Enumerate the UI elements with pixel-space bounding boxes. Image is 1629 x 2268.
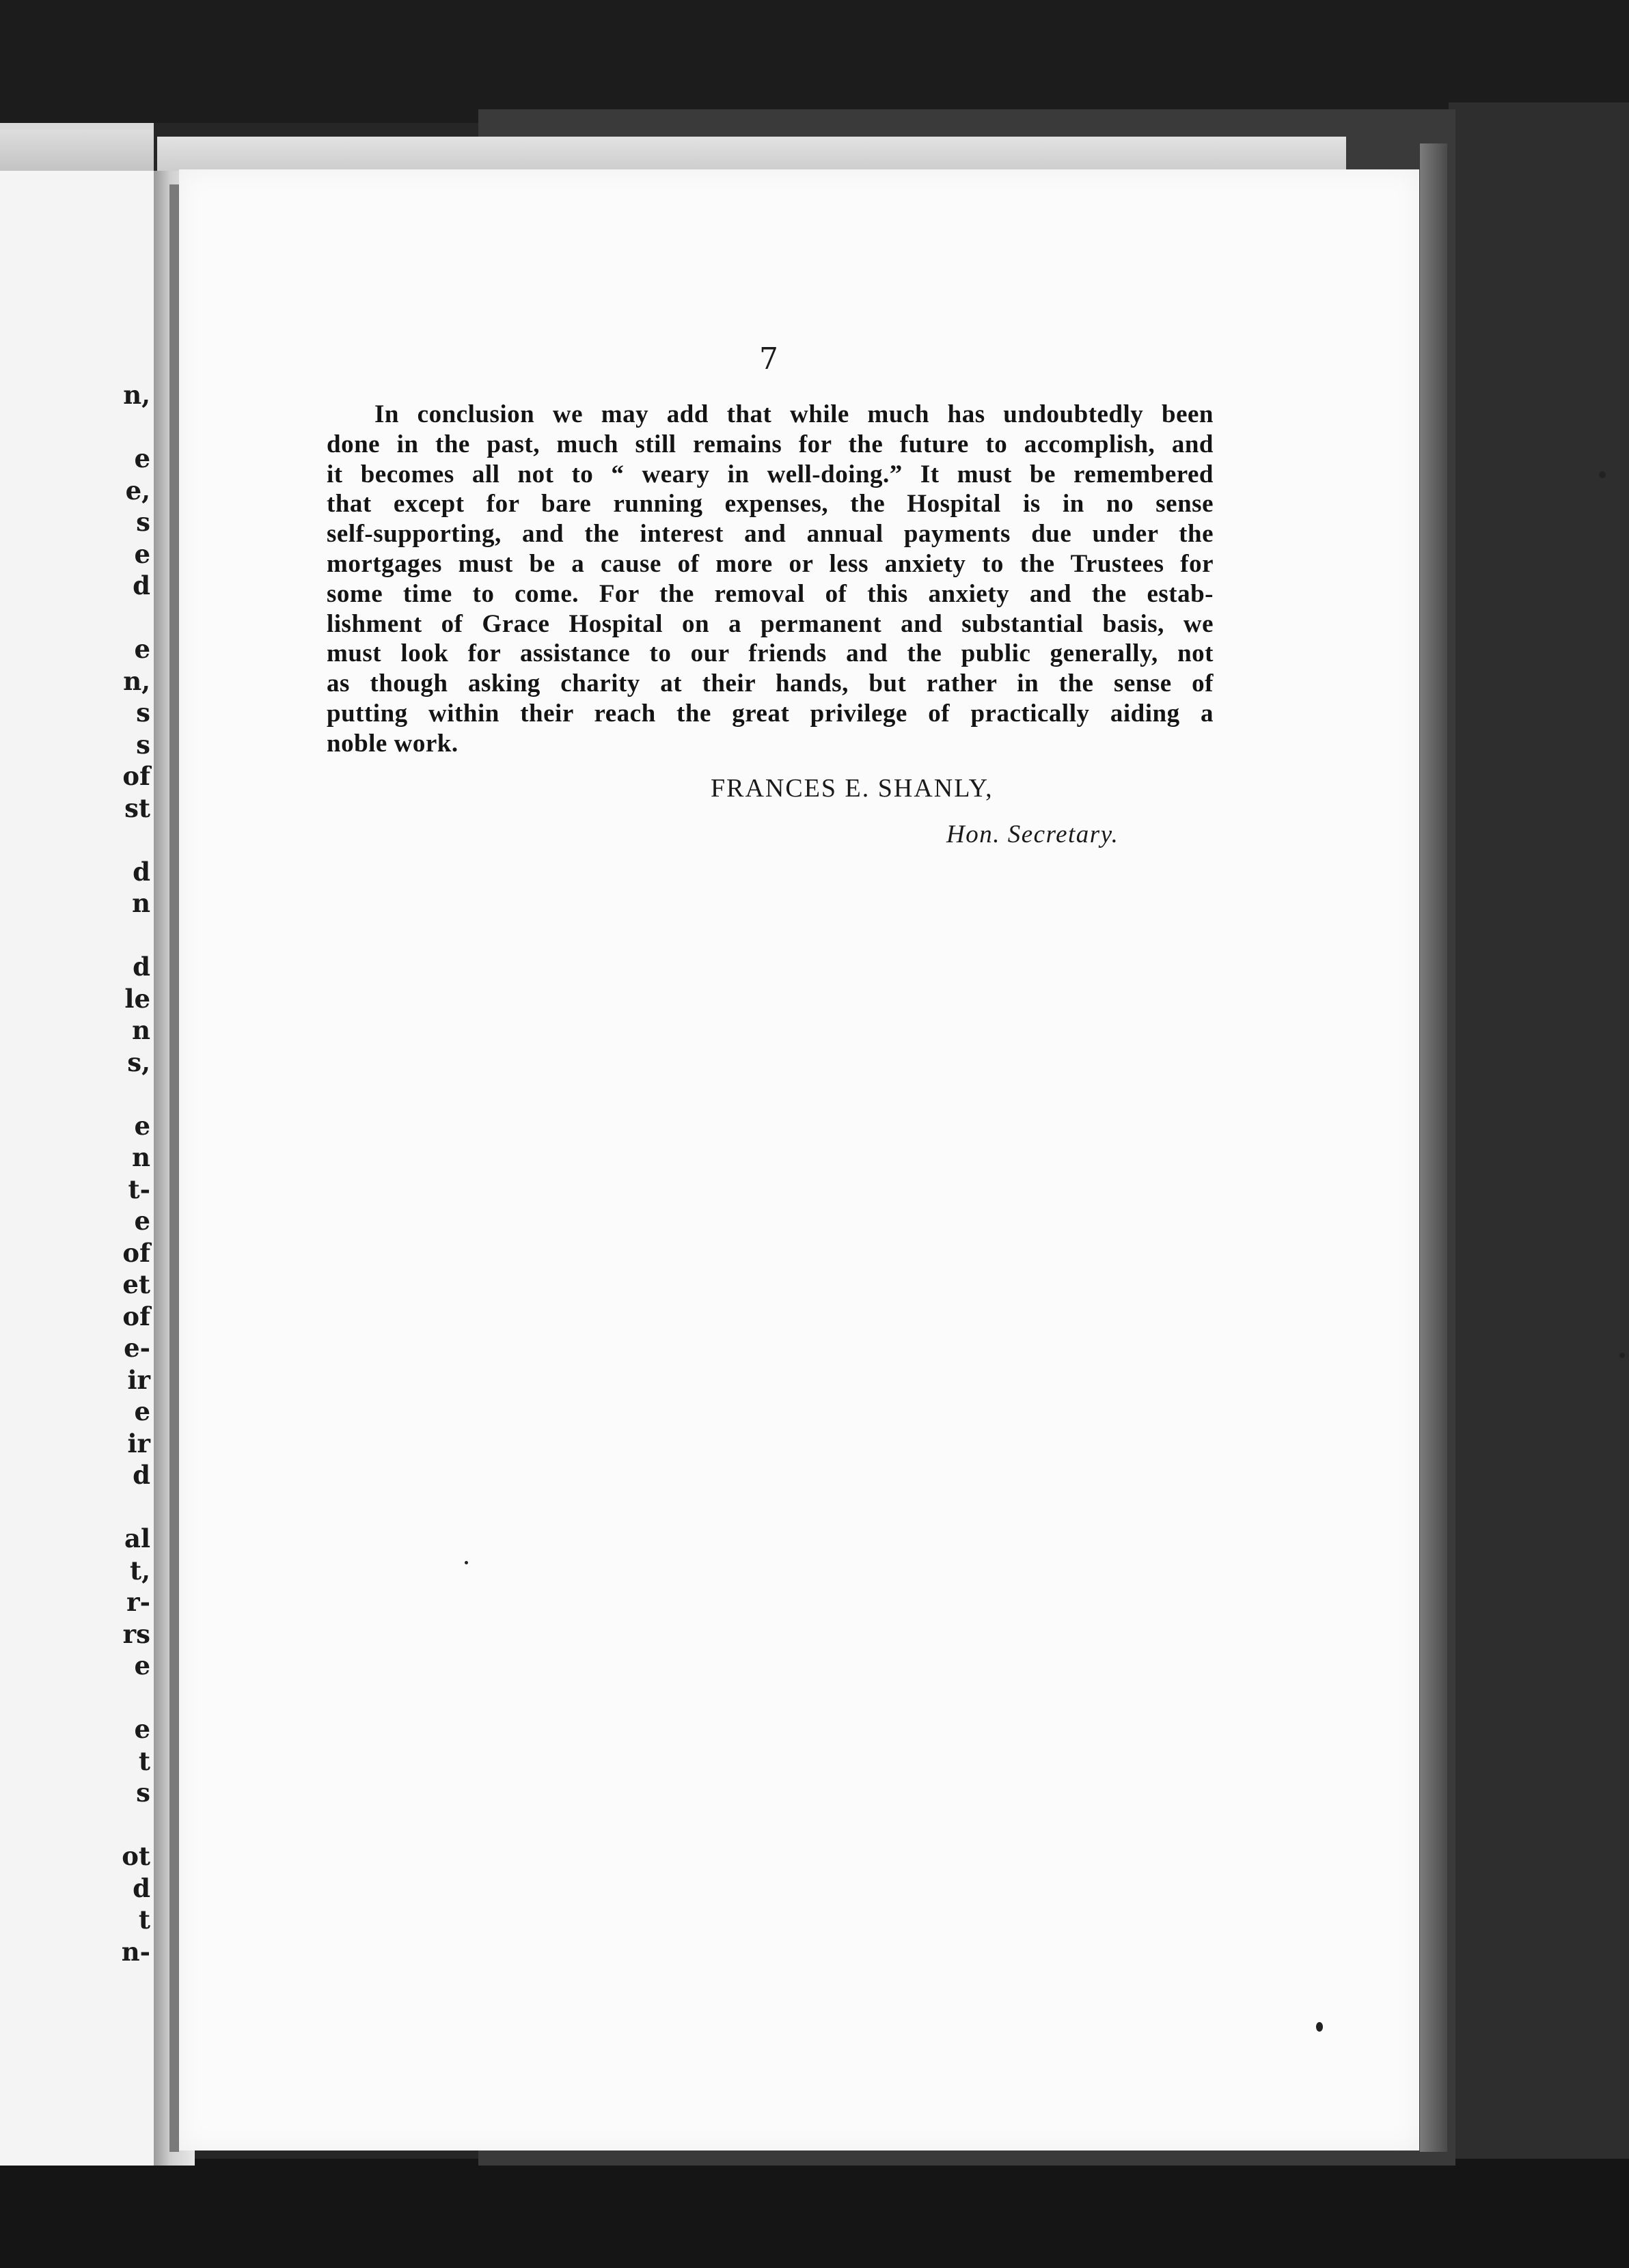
- left-page-fragment: ir: [127, 1428, 150, 1458]
- paragraph-line: must look for assistance to our friends and the public generally, not: [327, 639, 1214, 668]
- left-page-fragment: s: [136, 1778, 150, 1808]
- gutter-shadow-line: [169, 184, 179, 2152]
- signature-name: FRANCES E. SHANLY,: [711, 774, 994, 803]
- left-page-fragment: e,: [125, 475, 150, 506]
- left-page-fragment: n-: [121, 1936, 150, 1967]
- left-page-fragment: st: [124, 792, 150, 823]
- left-page-fragment: of: [122, 1301, 150, 1331]
- left-page-fragment: e: [134, 1396, 150, 1426]
- left-page-fragment: t,: [130, 1555, 150, 1586]
- signature-title: Hon. Secretary.: [946, 820, 1119, 848]
- paragraph-line: as though asking charity at their hands, but rather in the sense of: [327, 669, 1214, 698]
- left-page-fragment: d: [133, 952, 150, 982]
- left-page-fragment: s: [136, 729, 150, 760]
- left-page-fragment: ot: [122, 1841, 150, 1871]
- left-page-fragment: e: [134, 443, 150, 473]
- left-page-fragment: e: [134, 1206, 150, 1236]
- paragraph-line: lishment of Grace Hospital on a permanent and substantial basis, we: [327, 609, 1214, 638]
- left-page-fragment: s,: [127, 1047, 150, 1077]
- closing-paragraph: [327, 400, 1214, 759]
- left-page-fragment: t: [138, 1745, 150, 1776]
- scan-top-shadow: [0, 0, 1629, 123]
- scan-speck: [465, 1561, 468, 1564]
- left-page-fragment: e: [134, 1650, 150, 1681]
- scan-speck: [1619, 1353, 1625, 1358]
- paragraph-line: it becomes all not to “ weary in well-doing.” It must be remembered: [327, 460, 1214, 488]
- left-page-fragment: d: [133, 1460, 150, 1490]
- left-page-fragment: al: [124, 1523, 150, 1553]
- left-page-fragment: rs: [122, 1618, 150, 1649]
- paragraph-line: that except for bare running expenses, the Hospital is in no sense: [327, 490, 1214, 518]
- left-page-fragment: et: [122, 1269, 150, 1299]
- paragraph-line: self-supporting, and the interest and annual payments due under the: [327, 520, 1214, 549]
- left-page-fragment: n: [132, 888, 150, 918]
- book-cover-edge: [1420, 143, 1447, 2152]
- paragraph-line: done in the past, much still remains for the future to accomplish, and: [327, 430, 1214, 458]
- left-page-fragment: s: [136, 507, 150, 537]
- paragraph-line: In conclusion we may add that while much has undoubtedly been: [374, 400, 1214, 428]
- left-page-fragment: r-: [126, 1587, 150, 1617]
- left-page-fragment: s: [136, 697, 150, 728]
- scan-right-background: [1449, 102, 1629, 2268]
- left-page-fragment: d: [133, 856, 150, 887]
- left-page-fragment: e: [134, 634, 150, 664]
- left-page-fragment: n: [132, 1142, 150, 1172]
- left-page-fragment: t: [138, 1905, 150, 1935]
- paragraph-line: some time to come. For the removal of this anxiety and the estab-: [327, 579, 1214, 608]
- left-page-fragment: e: [134, 1714, 150, 1744]
- paragraph-line: noble work.: [327, 729, 458, 758]
- left-page-fragment: n,: [123, 380, 150, 410]
- left-page-fragment: ir: [127, 1364, 150, 1395]
- left-page-fragment: of: [122, 1237, 150, 1268]
- left-page-fragment: of: [122, 761, 150, 791]
- left-page-fragment: e: [134, 538, 150, 569]
- left-page-fragment: d: [133, 570, 150, 600]
- left-page-fragment: n,: [123, 665, 150, 696]
- left-page-fragment: t-: [128, 1174, 150, 1204]
- scan-speck: [1316, 2022, 1323, 2032]
- page-number: 7: [759, 342, 778, 376]
- scan-bottom-shadow: [0, 2159, 1629, 2268]
- left-page-fragment: n: [132, 1015, 150, 1045]
- left-page-text-fragments: [102, 380, 150, 1967]
- left-page-fragment: d: [133, 1872, 150, 1903]
- left-page-fragment: e-: [124, 1333, 150, 1363]
- left-page-fragment: e: [134, 1110, 150, 1141]
- scan-speck: [1599, 471, 1606, 478]
- left-page-fragment: le: [124, 983, 150, 1014]
- paragraph-line: putting within their reach the great privilege of practically aiding a: [327, 699, 1214, 728]
- paragraph-line: mortgages must be a cause of more or less anxiety to the Trustees for: [327, 549, 1214, 578]
- page-stack-top: [157, 137, 1346, 171]
